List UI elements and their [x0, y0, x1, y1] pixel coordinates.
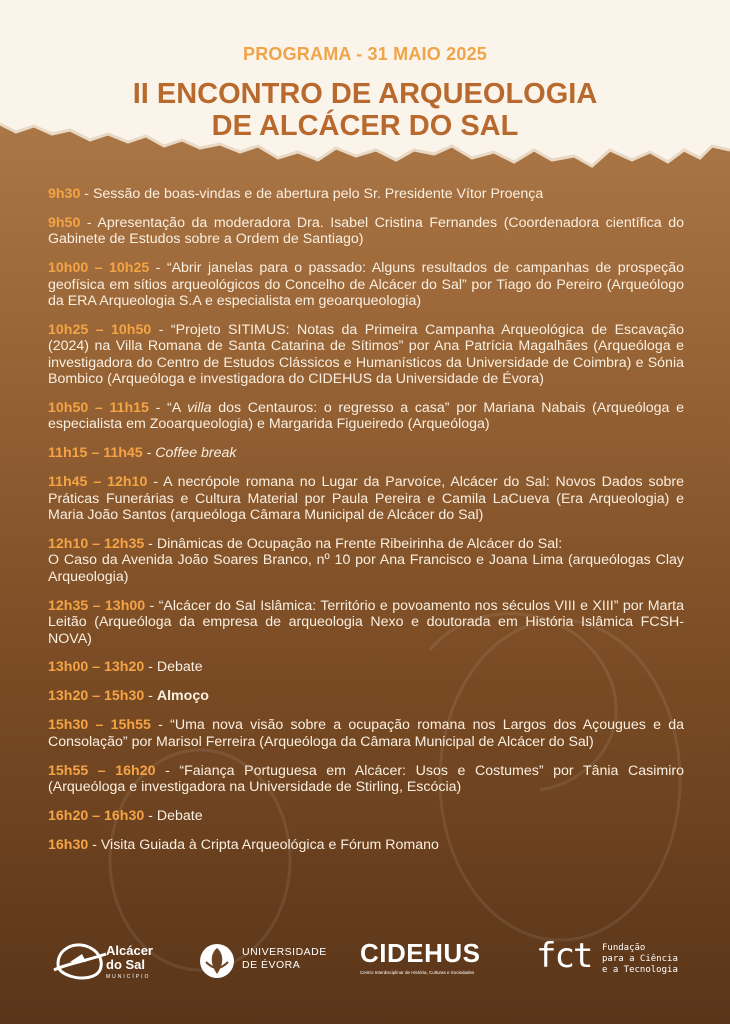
program-item: [48, 260, 684, 309]
program-time: 11h15 – 11h45: [48, 445, 143, 462]
program-text-italic: villa: [187, 400, 212, 417]
program-text-italic: Coffee break: [155, 445, 237, 462]
program-time: 16h30: [48, 836, 89, 853]
separator: -: [142, 445, 156, 462]
logo-bar: [0, 936, 730, 996]
program-time: 15h55 – 16h20: [48, 762, 156, 779]
program-item: [48, 186, 684, 202]
program-item: [48, 536, 684, 585]
program-item: [48, 717, 684, 750]
program-time: 13h00 – 13h20: [48, 659, 145, 676]
fct-name: fct: [536, 936, 592, 976]
program-time: 12h35 – 13h00: [48, 597, 146, 614]
program-text: Debate: [156, 807, 203, 824]
program-item: [48, 837, 684, 853]
program-item: [48, 400, 684, 433]
alcacer-emblem-icon: [52, 940, 108, 982]
separator: -: [88, 836, 101, 853]
program-item: [48, 215, 684, 248]
alcacer-small: MUNICÍPIO: [106, 974, 151, 980]
program-item: [48, 474, 684, 523]
program-time: 13h20 – 15h30: [48, 688, 145, 705]
separator: -: [151, 321, 171, 338]
separator: -: [150, 717, 171, 734]
program-text-a: “A: [167, 400, 188, 417]
alcacer-line1: Alcácer: [106, 943, 153, 958]
program-text: Sessão de boas-vindas e de abertura pelo Sr. Presidente Vítor Proença: [92, 186, 544, 202]
program-text: “Abrir janelas para o passado: Alguns resultados de campanhas de prospeção geofísica em sítios arqueológicos do Concelho de Alcácer do Sal” por Tiago do Pereiro (Arqueólogo da ERA Arqueologia S.A e especialista em geoarqueologia): [48, 260, 684, 310]
alcacer-do-sal-logo: [52, 936, 172, 996]
evora-line1: UNIVERSIDADE: [242, 946, 327, 958]
separator: -: [80, 214, 98, 231]
program-text-line1: Dinâmicas de Ocupação na Frente Ribeirinha de Alcácer do Sal:: [156, 536, 563, 552]
separator: -: [80, 186, 93, 202]
program-text: Debate: [156, 659, 203, 676]
separator: -: [145, 597, 159, 614]
separator: -: [144, 688, 157, 705]
program-time: 15h30 – 15h55: [48, 717, 151, 734]
separator: -: [144, 536, 157, 552]
separator: -: [144, 807, 157, 824]
title-line-1: II ENCONTRO DE ARQUEOLOGIA: [132, 78, 598, 110]
universidade-evora-logo: [198, 936, 328, 996]
cidehus-small: Centro Interdisciplinar de História, Culturas e Sociedades: [360, 970, 475, 975]
program-text: A necrópole romana no Lugar da Parvoíce, Alcácer do Sal: Novos Dados sobre Práticas Funerárias e Cultura Material por Paula Pereira e Camila LaCueva (Era Arqueologia) e Maria João Santos (arqueóloga Câmara Municipal de Alcácer do Sal): [48, 474, 685, 524]
program-item: [48, 763, 684, 796]
evora-line2: DE ÉVORA: [242, 959, 301, 971]
program-item: [48, 659, 684, 675]
program-text-b: dos Centauros: o regresso a casa” por Mariana Nabais (Arqueóloga e especialista em Zooarqueologia) e Margarida Figueiredo (Arqueóloga): [48, 400, 684, 433]
program-text: “Projeto SITIMUS: Notas da Primeira Campanha Arqueológica de Escavação (2024) na Villa Romana de Santa Catarina de Sítimos” por Ana Patrícia Magalhães (Arqueóloga e investigadora do Centro de Estudos Clássicos e Humanísticos da Universidade de Coimbra) e Sónia Bombico (Arqueóloga e investigadora do CIDEHUS da Universidade de Évora): [48, 321, 684, 388]
separator: -: [147, 474, 164, 491]
separator: -: [144, 659, 157, 676]
program-time: 12h10 – 12h35: [48, 536, 145, 552]
program-text-bold: Almoço: [156, 688, 209, 705]
program-text: “Faiança Portuguesa em Alcácer: Usos e Costumes” por Tânia Casimiro (Arqueóloga e investigadora na Universidade de Stirling, Escócia): [48, 762, 684, 795]
separator: -: [149, 260, 167, 277]
program-time: 16h20 – 16h30: [48, 807, 145, 824]
evora-emblem-icon: [198, 942, 236, 980]
separator: -: [155, 762, 180, 779]
program-list: [48, 186, 684, 866]
program-time: 9h50: [48, 214, 81, 231]
program-item: [48, 322, 684, 388]
program-time: 10h50 – 11h15: [48, 400, 149, 417]
program-time: 10h25 – 10h50: [48, 321, 152, 338]
program-item: [48, 598, 684, 647]
title-line-2: DE ALCÁCER DO SAL: [211, 110, 519, 142]
program-text: “Alcácer do Sal Islâmica: Território e povoamento nos séculos VIII e XIII” por Marta Leitão (Arqueóloga da empresa de arqueologia Nexo e doutorada em História Islâmica FCSH-NOVA): [48, 597, 685, 647]
program-item: [48, 688, 684, 704]
program-time: 9h30: [48, 186, 81, 202]
subtitle: PROGRAMA - 31 MAIO 2025: [243, 44, 487, 64]
fct-line2: para a Ciência: [602, 954, 678, 964]
alcacer-line2: do Sal: [106, 957, 146, 972]
cidehus-name: CIDEHUS: [360, 938, 481, 968]
separator: -: [148, 400, 167, 417]
program-time: 11h45 – 12h10: [48, 474, 148, 491]
program-text-line2: O Caso da Avenida João Soares Branco, nº 10 por Ana Francisco e Joana Lima (arqueólogas Clay Arqueologia): [48, 552, 684, 585]
program-item: [48, 808, 684, 824]
program-item: [48, 445, 684, 461]
fct-line1: Fundação: [602, 943, 646, 953]
program-text: Apresentação da moderadora Dra. Isabel Cristina Fernandes (Coordenadora científica do Gabinete de Estudos sobre a Ordem de Santiago): [48, 214, 685, 248]
cidehus-logo: [360, 936, 500, 996]
program-text: “Uma nova visão sobre a ocupação romana nos Largos dos Açougues e da Consolação” por Marisol Ferreira (Arqueóloga da Câmara Municipal de Alcácer do Sal): [48, 717, 685, 750]
program-time: 10h00 – 10h25: [48, 260, 150, 277]
program-text: Visita Guiada à Cripta Arqueológica e Fórum Romano: [100, 836, 439, 853]
fct-logo: [536, 936, 696, 996]
fct-line3: e a Tecnologia: [602, 965, 678, 975]
